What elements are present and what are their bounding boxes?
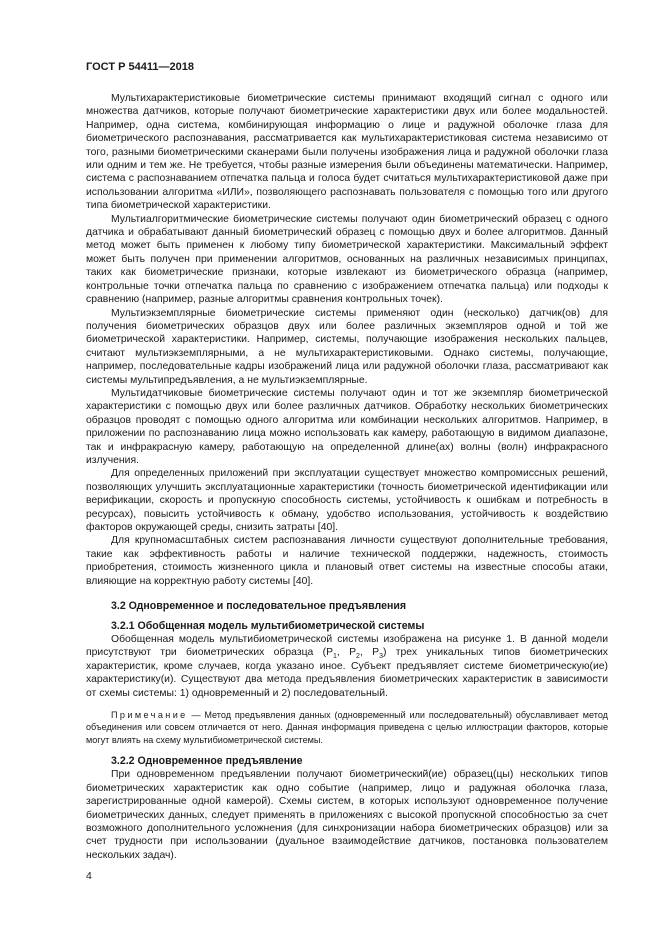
paragraph-multimodal: Мультихарактеристиковые биометрические системы принимают входящий сигнал с одного или множества датчиков, которые получают биометрические характеристики двух или более модальностей. Например, одна система, комбинирующая информацию о лице и радужной оболочке глаза для биометрического распознавания, рассматривается как мультихарактеристиковая система независимо от того, разными биометрическими сканерами были получены изображения лица и радужной оболочки глаза или одним и тем же. Не требуется, чтобы разные измерения были объединены математически. Например, система с распознаванием отпечатка пальца и голоса будет считаться мультихарактеристиковой даже при использовании алгоритма «ИЛИ», позволяющего распознавать пользователя с помощью того или другого типа биометрической характеристики.	[86, 93, 608, 212]
section-heading-3-2: 3.2 Одновременное и последовательное предъявления	[111, 600, 407, 613]
paragraph-simultaneous: При одновременном предъявлении получают биометрический(ие) образец(цы) нескольких типов биометрических характеристик как одно событие (например, лицо и радужная оболочка глаза, зарегистрированные одной камерой). Схемы систем, в которых используют одновременное получение биометрических данных, следует применять в приложениях с высокой пропускной способностью за счет возможного дополнительного усложнения (для синхронизации набора биометрических образцов) или за счет трудности при использовании (дуальное взаимодействие датчиков, постановка пользователем нескольких задач).	[86, 769, 608, 861]
text-segment: , P	[359, 647, 380, 659]
paragraph-multisensor: Мультидатчиковые биометрические системы получают один и тот же экземпляр биометрической характеристики с помощью двух или более различных датчиков. Обработку нескольких биометрических образцов проводят с помощью одного алгоритма или комбинации нескольких алгоритмов. Например, в приложении по распознаванию лица можно использовать как камеру, работающую в видимом диапазоне, так и инфракрасную камеру, работающую на определенной длине(ах) волны (волн) инфракрасного излучения.	[86, 387, 608, 466]
paragraph-multiinstance: Мультиэкземплярные биометрические системы применяют один (несколько) датчик(ов) для получения биометрических образцов двух или более различных экземпляров одной и той же биометрической характеристики. Например, системы, получающие изображения нескольких пальцев, считают мультиэкземплярными, а не мультихарактеристиковыми. Однако системы, получающие, например, последовательные кадры изображений лица или радужной оболочки глаза, рассматривают как системы мультипредъявления, а не мультиэкземплярные.	[86, 307, 608, 386]
paragraph-large-scale: Для крупномасштабных систем распознавания личности существуют дополнительные требования, такие как эффективность работы и наличие технической поддержки, надежность, стоимость приобретения, стоимость жизненного цикла и плановый ответ системы на известные способы атаки, влияющие на корректную работу системы [40].	[86, 535, 608, 587]
document-header: ГОСТ Р 54411—2018	[86, 61, 194, 73]
note	[86, 709, 608, 746]
paragraph-tradeoffs: Для определенных приложений при эксплуатации существует множество компромиссных решений, позволяющих улучшить эксплуатационные характеристики (точность биометрической идентификации или верификации, скорость и пропускную способность системы, устойчивость к ошибкам и потребность в ресурсах), повысить устойчивость к обману, удобство использования, устойчивость к воздействию факторов окружающей среды, снизить затраты [40].	[86, 468, 608, 533]
page-number: 4	[86, 871, 92, 883]
subscript: 3	[379, 653, 383, 661]
text-segment: , P	[336, 647, 357, 659]
paragraph-generalized-model	[86, 633, 608, 700]
subscript: 1	[333, 653, 337, 661]
section-heading-3-2-2: 3.2.2 Одновременное предъявление	[111, 755, 303, 768]
text-segment: ) трех уникальных типов биометрических характеристик, кроме случаев, когда указано иное. Субъект предъявляет системе биометрическую(ие) характеристику(и). Существуют два метода предъявления биометрических характеристик в зависимости от схемы системы: 1) одновременный и 2) последовательный.	[86, 647, 608, 699]
text-segment: Обобщенная модель мультибиометрической системы изображена на рисунке 1. В данной модели присутствуют три биометрических образца (P	[86, 634, 608, 659]
section-heading-3-2-1: 3.2.1 Обобщенная модель мультибиометрической системы	[111, 620, 425, 633]
note-label: Примечание	[111, 710, 188, 721]
subscript: 2	[356, 653, 360, 661]
paragraph-multialgorithm: Мультиалгоритмические биометрические системы получают один биометрический образец с одного датчика и обрабатывают данный биометрический образец с помощью двух и более алгоритмов. Данный метод может быть применен к любому типу биометрической характеристики. Максимальный эффект может быть получен при применении алгоритмов, основанных на различных независимых принципах, таких как биометрические признаки, которые извлекают из биометрического образца (например, контрольные точки отпечатка пальца по сравнению с изображением отпечатка пальца) или подходы к сравнению (например, разные алгоритмы сравнения контрольных точек).	[86, 213, 608, 306]
note-text: — Метод предъявления данных (одновременный или последовательный) обуславливает метод объединения или совсем отличается от него. Данная информация приведена с целью иллюстрации факторов, которые могут влиять на схему мультибиометрической системы.	[86, 710, 608, 745]
page-content	[86, 0, 608, 904]
